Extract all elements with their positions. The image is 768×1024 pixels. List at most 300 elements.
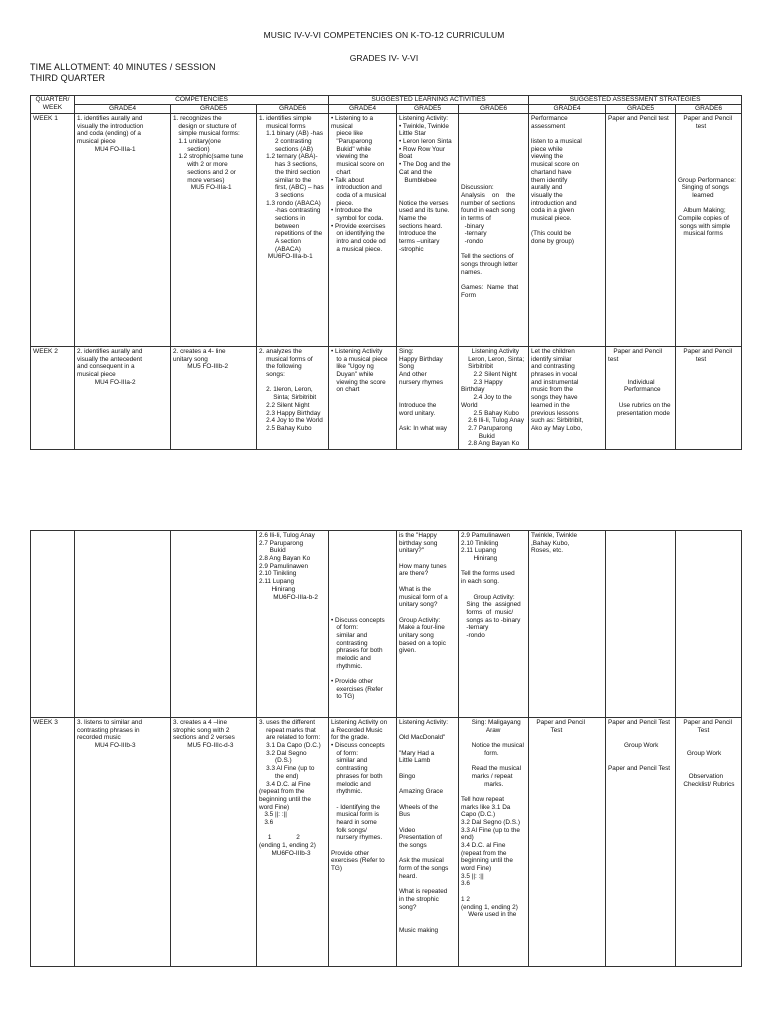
table-cell: [397, 531, 459, 718]
cell-line: exercises (Refer to: [331, 857, 385, 865]
cell-line: are related to form:: [259, 734, 321, 742]
cell-line: 3.3 Al Fine (up to: [259, 765, 315, 773]
cell-line: musical form is: [331, 811, 379, 819]
cell-line: 1.2 strophic(same tune: [173, 153, 244, 161]
cell-line: "Paruparong: [331, 138, 373, 146]
cell-line: Old MacDonald": [399, 734, 446, 742]
table2-body: [31, 531, 742, 967]
cell-line: 3.2 Dal Segno: [259, 749, 307, 757]
cell-line: unitary song: [173, 355, 208, 363]
cell-line: test: [678, 122, 707, 130]
cell-line: Paper and Pencil Test: [608, 719, 671, 726]
cell-line: Presentation of: [399, 834, 442, 842]
cell-line: MU6FO-IIIb-3: [259, 849, 311, 857]
cell-line: Paper and Pencil: [531, 719, 586, 726]
cell-line: has 3 sections,: [259, 161, 318, 169]
cell-line: [461, 586, 526, 594]
cell-line: Paper and Pencil: [678, 719, 733, 726]
table-cell: [257, 531, 329, 718]
table-cell: [529, 347, 606, 450]
cell-line: • Discuss concepts: [331, 742, 385, 750]
cell-line: musical piece.: [531, 214, 572, 222]
cell-line: [461, 788, 526, 796]
table-cell: [459, 718, 529, 967]
table-cell: [397, 347, 459, 450]
cell-line: Paper and Pencil test: [608, 115, 669, 122]
cell-line: Ako ay May Lobo,: [531, 424, 583, 432]
cell-line: [399, 727, 456, 735]
cell-line: And other: [399, 371, 427, 379]
cell-line: sections heard.: [399, 222, 443, 230]
cell-line: test: [678, 355, 707, 363]
cell-line: Happy Birthday: [399, 355, 443, 363]
header-grade6: GRADE6: [676, 105, 742, 114]
week-cell: WEEK 2: [31, 347, 75, 450]
cell-line: -ternary: [461, 230, 487, 238]
cell-line: [399, 386, 456, 394]
cell-line: -has contrasting: [259, 207, 321, 215]
cell-line: [461, 130, 526, 138]
cell-line: 2. 1leron, Leron,: [259, 386, 313, 394]
cell-line: songs through letter: [461, 261, 518, 269]
cell-line: 2.8 Ang Bayan Ko: [259, 555, 311, 563]
cell-line: 1.1 binary (AB) -has: [259, 130, 323, 138]
cell-line: learned: [678, 191, 714, 199]
cell-line: marks like 3.1 Da: [461, 803, 511, 811]
cell-line: [399, 911, 456, 919]
cell-line: Capo (D.C.): [461, 811, 496, 819]
cell-line: first, (ABC) – has: [259, 184, 324, 192]
table-cell: [529, 114, 606, 347]
cell-line: simple musical forms:: [173, 130, 240, 138]
cell-line: [461, 115, 526, 123]
table-row: [31, 347, 742, 450]
cell-line: ,Bahay Kubo,: [531, 539, 570, 547]
cell-line: • Leron leron Sinta: [399, 138, 452, 146]
cell-line: sections and 2 verses: [173, 734, 235, 742]
cell-line: 3.5 ||: :||: [259, 811, 287, 819]
cell-line: MU6FO-IIIa-b-2: [259, 593, 318, 601]
cell-line: [461, 757, 526, 765]
cell-line: in terms of: [461, 214, 491, 222]
cell-line: Little Lamb: [399, 757, 431, 765]
cell-line: based on a topic: [399, 639, 446, 647]
cell-line: • Row Row Your Boat: [399, 145, 447, 161]
cell-line: listen to a musical: [531, 138, 582, 146]
header-quarter-week: QUARTER/ WEEK: [31, 96, 75, 114]
time-allotment: TIME ALLOTMENT: 40 MINUTES / SESSION: [30, 62, 216, 72]
cell-line: Read the musical: [461, 765, 522, 773]
cell-line: on chart: [331, 386, 360, 394]
header-competencies: COMPETENCIES: [75, 96, 329, 105]
cell-line: Bingo: [399, 772, 416, 780]
cell-line: [331, 540, 394, 548]
document-title: MUSIC IV-V-VI COMPETENCIES ON K-TO-12 CURRICULUM: [263, 30, 505, 40]
cell-line: [77, 532, 168, 540]
cell-line: • The Dog and the Cat and the: [399, 161, 453, 176]
cell-line: [678, 757, 739, 765]
cell-line: songs they have: [531, 394, 578, 402]
cell-line: 2.3 Happy Birthday: [461, 378, 505, 394]
curriculum-table-page1: [30, 95, 742, 450]
table-cell: [606, 347, 676, 450]
table-cell: [676, 718, 742, 967]
cell-line: -rondo: [461, 631, 485, 639]
cell-line: similar and: [331, 631, 368, 639]
cell-line: Listening Activity:: [399, 719, 449, 726]
cell-line: Ask: In what way: [399, 424, 447, 432]
cell-line: "Mary Had a: [399, 749, 435, 757]
cell-line: given.: [399, 647, 417, 655]
cell-line: • Listening to a musical: [331, 115, 375, 130]
cell-line: [331, 547, 394, 555]
table-cell: [257, 718, 329, 967]
cell-line: Album Making;: [678, 207, 726, 215]
cell-line: Bukid: [461, 432, 495, 440]
cell-line: (ending 1, ending 2): [259, 842, 316, 849]
cell-line: 1. recognizes the: [173, 115, 222, 122]
cell-line: Group Activity:: [461, 593, 515, 601]
cell-line: word unitary.: [399, 409, 436, 417]
cell-line: beginning until the: [259, 795, 311, 803]
header-grade5: GRADE5: [397, 105, 459, 114]
cell-line: 3. creates a 4 –line: [173, 719, 227, 726]
cell-line: 1. identifies simple: [259, 115, 312, 122]
cell-line: musical piece: [77, 138, 116, 146]
cell-line: [608, 734, 673, 742]
cell-line: [399, 184, 456, 192]
cell-line: Wheels of the: [399, 803, 439, 811]
cell-line: word Fine): [259, 803, 290, 811]
cell-line: 3.6: [259, 818, 274, 826]
cell-line: the third section: [259, 168, 321, 176]
cell-line: Sing the assigned: [461, 601, 521, 609]
cell-line: 3.1 Da Capo (D.C.): [259, 742, 321, 750]
cell-line: Sinta; Sirbitribit: [259, 394, 317, 402]
cell-line: forms of music/: [461, 608, 514, 616]
cell-line: viewing the score: [331, 378, 386, 386]
table-cell: [459, 347, 529, 450]
table-cell: [606, 531, 676, 718]
cell-line: [608, 363, 673, 371]
table-row: [31, 114, 742, 347]
cell-line: [608, 750, 673, 758]
cell-line: number of sections: [461, 199, 516, 207]
cell-line: unitary?": [399, 547, 425, 555]
cell-line: [331, 555, 394, 563]
cell-line: Group Performance:: [678, 176, 736, 184]
cell-line: [678, 200, 739, 208]
cell-line: [399, 742, 456, 750]
cell-line: intro and code od: [331, 238, 386, 245]
week-cell: WEEK 3: [31, 718, 75, 967]
cell-line: [678, 153, 739, 161]
cell-line: Bus: [399, 811, 411, 819]
table-cell: [329, 114, 397, 347]
header-learning-activities: SUGGESTED LEARNING ACTIVITIES: [329, 96, 529, 105]
cell-line: [678, 742, 739, 750]
cell-line: Test: [531, 726, 563, 734]
cell-line: to TG): [331, 693, 355, 701]
header-grade6: GRADE6: [257, 105, 329, 114]
cell-line: [399, 880, 456, 888]
cell-line: Performance: [531, 115, 568, 122]
cell-line: in each song.: [461, 578, 500, 586]
cell-line: visually the introduction: [77, 122, 144, 130]
cell-line: chart: [331, 168, 351, 176]
cell-line: section): [173, 145, 210, 153]
cell-line: 2. identifies aurally and: [77, 348, 143, 355]
cell-line: 2.9 Pamulinawen: [461, 532, 511, 539]
cell-line: names.: [461, 268, 482, 276]
cell-line: 2.4 Joy to the World: [259, 417, 323, 425]
cell-line: • Provide other: [331, 678, 374, 686]
cell-line: [608, 394, 673, 402]
table-cell: [397, 114, 459, 347]
cell-line: identify similar: [531, 355, 572, 363]
cell-line: melodic and: [331, 655, 371, 662]
cell-line: of form:: [331, 624, 358, 632]
cell-line: 3.3 Al Fine (up to the: [461, 826, 520, 834]
cell-line: Paper and Pencil: [678, 348, 733, 355]
cell-line: MU6FO-IIIa-b-1: [259, 253, 313, 261]
cell-line: 3.6: [461, 880, 470, 888]
cell-line: [461, 146, 526, 154]
cell-line: introduction and: [531, 199, 577, 207]
cell-line: - Identifying the: [331, 803, 381, 811]
cell-line: sections and 2 or: [173, 168, 236, 176]
cell-line: • Listening Activity: [331, 348, 383, 355]
cell-line: [331, 594, 394, 602]
cell-line: 2. analyzes the: [259, 348, 302, 355]
cell-line: recorded music: [77, 734, 121, 742]
table-cell: [257, 347, 329, 450]
cell-line: 3. listens to similar and: [77, 719, 142, 726]
cell-line: contrasting: [331, 765, 368, 773]
cell-line: Song: [399, 363, 414, 371]
table-cell: [676, 531, 742, 718]
cell-line: 1.1 unitary(one: [173, 138, 221, 146]
cell-line: [461, 563, 526, 571]
cell-line: musical form of a: [399, 593, 448, 601]
grades-line: GRADES IV- V-VI: [349, 53, 419, 63]
cell-line: [331, 670, 394, 678]
cell-line: on identifying the: [331, 230, 385, 238]
cell-line: [531, 130, 603, 138]
cell-line: them identify: [531, 176, 568, 184]
cell-line: [399, 819, 456, 827]
cell-line: Observation: [678, 772, 724, 780]
cell-line: [173, 532, 254, 540]
cell-line: Test: [678, 726, 710, 734]
table-cell: [329, 718, 397, 967]
cell-line: aurally and: [531, 184, 563, 192]
cell-line: [259, 379, 326, 387]
table-cell: [75, 347, 171, 450]
cell-line: Group Activity:: [399, 616, 441, 624]
cell-line: for the grade.: [331, 734, 370, 742]
cell-line: 2.2 Silent Night: [259, 401, 310, 409]
cell-line: 2.6 Ili-Ii, Tulog Anay: [259, 532, 315, 539]
cell-line: Use rubrics on the: [608, 401, 671, 409]
cell-line: phrases for both: [331, 772, 383, 780]
header-grade5: GRADE5: [606, 105, 676, 114]
cell-line: [399, 609, 456, 617]
cell-line: Sing:: [399, 348, 414, 355]
cell-line: [399, 192, 456, 200]
table-cell: [329, 531, 397, 718]
cell-line: Notice the musical: [461, 742, 524, 750]
cell-line: [678, 169, 739, 177]
cell-line: [461, 169, 526, 177]
cell-line: -binary: [461, 222, 485, 230]
cell-line: the songs: [399, 842, 427, 849]
cell-line: Bukid: [259, 547, 286, 555]
cell-line: 3.2 Dal Segno (D.S.): [461, 818, 520, 826]
cell-line: [331, 563, 394, 571]
cell-line: chartand have: [531, 168, 572, 176]
cell-line: done by group): [531, 238, 575, 245]
cell-line: [461, 246, 526, 254]
cell-line: [399, 578, 456, 586]
cell-line: the end): [259, 772, 299, 780]
cell-line: Discussion:: [461, 184, 494, 192]
cell-line: Group Work: [608, 742, 659, 750]
cell-line: [608, 727, 673, 735]
cell-line: with 2 or more: [173, 161, 228, 169]
cell-line: [399, 394, 456, 402]
cell-line: Performance: [608, 386, 661, 394]
cell-line: [331, 842, 394, 850]
cell-line: repeat marks that: [259, 726, 316, 734]
cell-line: [331, 532, 394, 540]
week-cell: [31, 531, 75, 718]
cell-line: Sing: Maligayang: [461, 719, 521, 726]
cell-line: 2 contrasting: [259, 138, 312, 146]
table-cell: [75, 114, 171, 347]
cell-line: (repeat from the: [259, 788, 305, 796]
cell-line: MU5 FO-IIIc-d-3: [173, 742, 234, 750]
cell-line: Roses, etc.: [531, 547, 563, 555]
cell-line: Leron, Leron, Sinta;: [461, 355, 525, 363]
table-cell: [257, 114, 329, 347]
cell-line: [678, 532, 739, 540]
cell-line: coda in a given: [531, 207, 575, 215]
cell-line: 3.4 D.C. al Fine: [461, 842, 506, 849]
cell-line: Listening Activity on: [331, 719, 388, 726]
cell-line: marks.: [461, 780, 504, 788]
cell-line: 2.5 Bahay Kubo: [461, 409, 519, 417]
cell-line: 2.8 Ang Bayan Ko: [461, 440, 520, 448]
cell-line: [678, 138, 739, 146]
cell-line: 2.5 Bahay Kubo: [259, 424, 312, 432]
cell-line: 3.4 D.C. al Fine: [259, 780, 311, 788]
cell-line: What is the: [399, 585, 431, 593]
cell-line: [678, 146, 739, 154]
table-cell: [606, 114, 676, 347]
cell-line: repetitions of the: [259, 230, 323, 238]
cell-line: (repeat from the: [461, 849, 507, 857]
week-cell: WEEK 1: [31, 114, 75, 347]
cell-line: musical forms of: [259, 355, 313, 363]
cell-line: songs as to -binary: [461, 616, 521, 624]
cell-line: presentation mode: [608, 409, 670, 417]
cell-line: and coda (ending) of a: [77, 130, 141, 138]
cell-line: nursery rhymes: [399, 378, 444, 386]
cell-line: 2.3 Happy Birthday: [259, 409, 321, 417]
cell-line: like "Ugoy ng: [331, 363, 374, 371]
cell-line: rhythmic.: [331, 662, 363, 670]
cell-line: 1. identifies aurally and: [77, 115, 143, 122]
cell-line: • Discuss concepts: [331, 616, 385, 624]
table-cell: [171, 531, 257, 718]
cell-line: 2.7 Paruparong: [259, 539, 304, 547]
cell-line: exercises (Refer: [331, 685, 383, 693]
cell-line: similar and: [331, 757, 368, 765]
cell-line: Notice the verses: [399, 199, 449, 207]
cell-line: used and its tune.: [399, 207, 450, 215]
cell-line: Analysis on the: [461, 191, 516, 199]
cell-line: musical forms: [259, 122, 306, 130]
cell-line: [678, 130, 739, 138]
cell-line: the following: [259, 363, 302, 371]
cell-line: Sirbitribit: [461, 363, 493, 371]
cell-line: -strophic: [399, 245, 424, 253]
cell-line: Individual: [608, 378, 655, 386]
cell-line: Tell the sections of: [461, 253, 514, 261]
cell-line: Make a four-line: [399, 624, 445, 632]
cell-line: Paper and Pencil: [678, 115, 733, 122]
cell-line: MU5 FO-IIIb-2: [173, 363, 229, 371]
cell-line: visually the antecedent: [77, 355, 143, 363]
cell-line: sections in: [259, 214, 306, 222]
cell-line: Singing of songs: [678, 184, 729, 192]
cell-line: 2.10 Tinikling: [461, 539, 499, 547]
cell-line: heard.: [399, 872, 418, 880]
curriculum-table-page2: [30, 530, 742, 967]
cell-line: [331, 796, 394, 804]
cell-line: [399, 765, 456, 773]
table-cell: [529, 531, 606, 718]
table-row: [31, 531, 742, 718]
cell-line: Twinkle, Twinkle: [531, 532, 578, 539]
cell-line: Listening Activity:: [399, 115, 449, 122]
cell-line: learned in the: [531, 401, 570, 409]
cell-line: Hinirang: [461, 555, 498, 563]
cell-line: a musical piece.: [331, 245, 383, 253]
header-grade4: GRADE4: [529, 105, 606, 114]
table-cell: [397, 718, 459, 967]
cell-line: Bukid" while: [331, 145, 371, 153]
cell-line: [331, 570, 394, 578]
cell-line: 2.7 Paruparong: [461, 424, 513, 432]
cell-line: 2.10 Tinikling: [259, 570, 297, 578]
table-cell: [676, 114, 742, 347]
cell-line: [259, 827, 326, 835]
cell-line: [399, 796, 456, 804]
cell-line: Were used in the: [461, 911, 517, 919]
cell-line: piece while: [531, 145, 563, 153]
cell-line: previous lessons: [531, 409, 579, 417]
cell-line: [678, 161, 739, 169]
header-grade4: GRADE4: [329, 105, 397, 114]
cell-line: [461, 276, 526, 284]
cell-line: (This could be: [531, 230, 572, 238]
table-row: [31, 718, 742, 967]
cell-line: in the strophic: [399, 895, 439, 903]
table-cell: [459, 531, 529, 718]
cell-line: piece.: [331, 199, 354, 207]
